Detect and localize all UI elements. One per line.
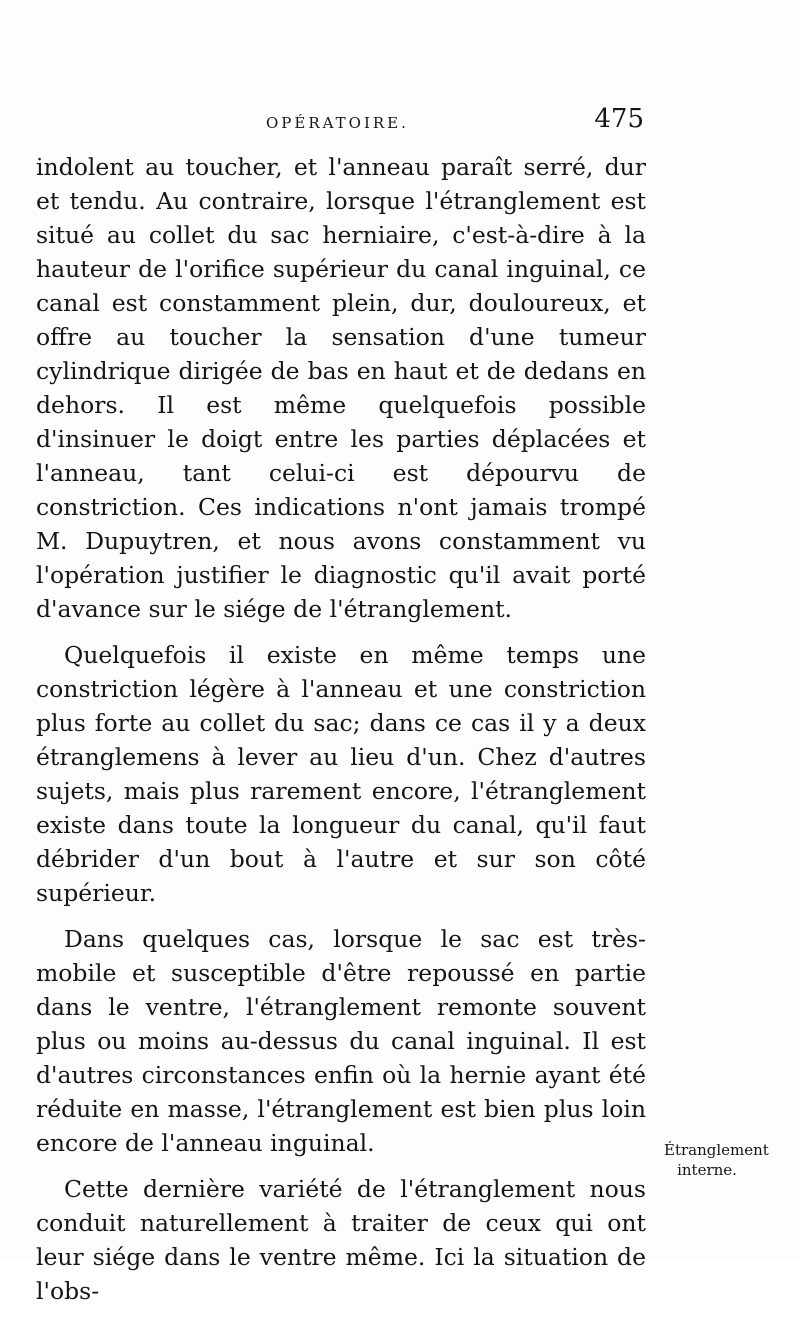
paragraph-continuation: indolent au toucher, et l'anneau paraît serré, dur et tendu. Au contraire, lorsque l'étranglement est situé au collet du sac herniaire, c'est-à-dire à la hauteur de l'orifice supérieur du canal inguinal, ce canal est constamment plein, dur, douloureux, et offre au toucher la sensation d'une tumeur cylindrique dirigée de bas en haut et de dedans en dehors. Il est même quelquefois possible d'insinuer le doigt entre les parties déplacées et l'anneau, tant celui-ci est dépourvu de constriction. Ces indications n'ont jamais trompé M. Dupuytren, et nous avons constamment vu l'opération justifier le diagnostic qu'il avait porté d'avance sur le siége de l'étranglement. — [36, 153, 646, 623]
margin-note: Étranglement interne. — [664, 1141, 769, 1179]
running-head: OPÉRATOIRE. — [266, 114, 409, 132]
page-header — [36, 104, 648, 144]
paragraph: Quelquefois il existe en même temps une constriction légère à l'anneau et une constriction plus forte au collet du sac; dans ce cas il y a deux étranglemens à lever au lieu d'un. Chez d'autres sujets, mais plus rarement encore, l'étranglement existe dans toute la longueur du canal, qu'il faut débrider d'un bout à l'autre et sur son côté supérieur. — [36, 641, 646, 907]
body-text — [36, 150, 646, 1320]
page-number: 475 — [594, 104, 644, 134]
paragraph: Dans quelques cas, lorsque le sac est très-mobile et susceptible d'être repoussé en partie dans le ventre, l'étranglement remonte souvent plus ou moins au-dessus du canal inguinal. Il est d'autres circonstances enfin où la hernie ayant été réduite en masse, l'étranglement est bien plus loin encore de l'anneau inguinal. — [36, 925, 646, 1157]
paragraph: Cette dernière variété de l'étranglement nous conduit naturellement à traiter de ceux qui ont leur siége dans le ventre même. Ici la situation de l'obs- — [36, 1175, 646, 1305]
